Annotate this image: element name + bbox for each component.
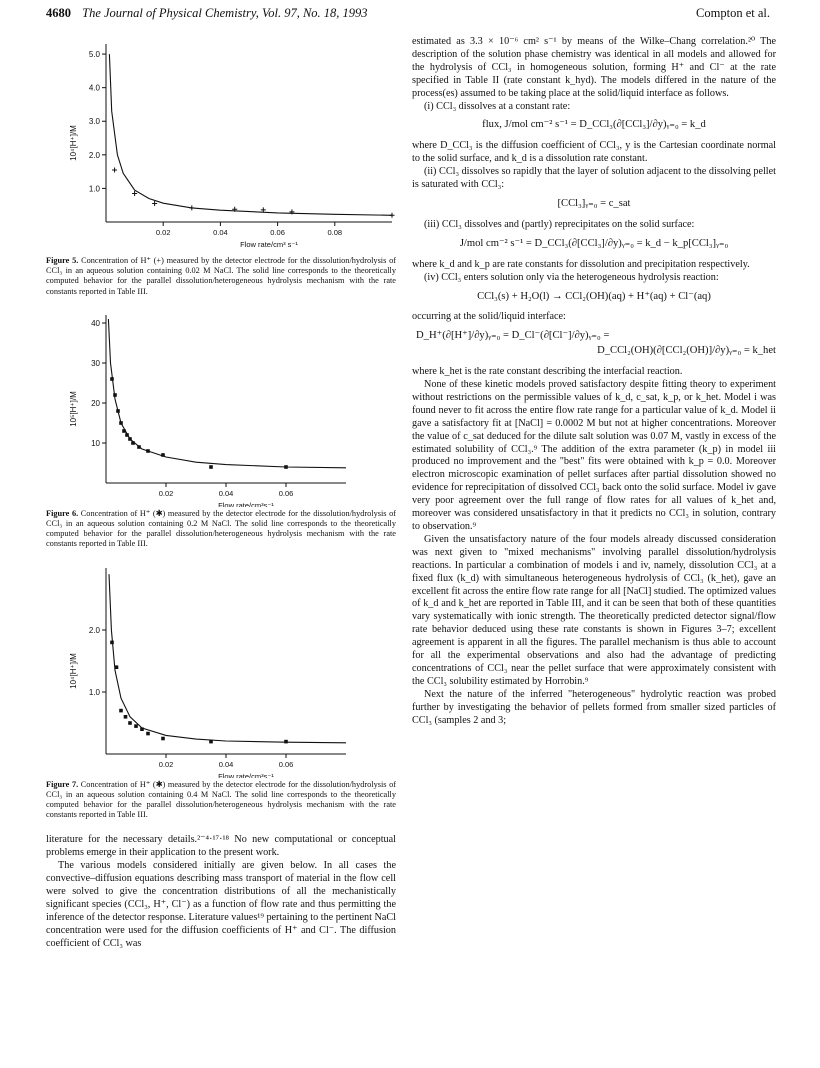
figure-5-text: Concentration of H⁺ (+) measured by the detector electrode for the dissolution/hydrolysis of CCl₃ in an aqueous solution containing 0.02 M NaCl. The solid line corresponds to the theoretically computed behavior for the parallel dissolution/heterogeneous hydrolysis mechanism with the rate constants reported in Table III. [46,256,396,296]
left-column [46,36,396,951]
fitted-curve [108,319,346,468]
figure-6-label: Figure 6. [46,508,79,518]
left-paragraph-2: The various models considered initially are given below. In all cases the convective–diffusion equations describing mass transport of material in the flow cell were solved to give the concentration distributions of all the mechanistically significant species (CCl₃, H⁺, Cl⁻) as a function of flow rate and thus permitting the inference of the detector response. Literature values¹⁹ pertaining to the pertinent NaCl concentration were used for the diffusion coefficients of H⁺ and Cl⁻. The diffusion coefficient of CCl₃ was [46,860,397,949]
data-point [110,640,114,644]
data-point [134,724,138,728]
model-iv-text: (iv) CCl₃ enters solution only via the heterogeneous hydrolysis reaction: [424,271,719,283]
figure-5-chart [46,36,396,254]
data-point [137,445,141,449]
figure-5-label: Figure 5. [46,256,79,265]
y-tick-label: 2.0 [88,150,100,160]
model-iii-text: (iii) CCl₃ dissolves and (partly) reprecipitates on the solid surface: [424,218,695,230]
y-tick-label: 3.0 [88,117,100,127]
figure-6-caption [46,509,396,550]
figure-7 [46,560,396,821]
right-paragraph-mixed: Given the unsatisfactory nature of the four models already discussed consideration was next given to "mixed mechanisms" involving parallel dissolution/hydrolysis reactions. In particular a combination of models i and iv, namely, dissolution CCl₃ at a fixed flux (k_d) with simultaneous heterogeneous hydrolysis of CCl₃ (k_het), gave an excellent fit across the entire flow rate range for all [NaCl] studied. The optimized values of k_d and k_het are reported in Table III, and it can be seen that both of these quantities vary systematically with ionic strength. The theoretically predicted detector signal/flow rate behavior deduced using these rate constants is shown in Figures 3–7; excellent agreement is apparent in all the figures. The parallel mechanism is thus able to account for all the experimental observations and also had the advantage of predicting concentrations of CCl₃ near the pellet surface that were approximately consistent with the CCl₃ solubility estimated by Horrobin.⁹ [412,533,776,687]
data-point [161,736,165,740]
y-tick-label: 5.0 [88,50,100,60]
data-point [116,409,120,413]
equation-interface-a: D_H⁺(∂[H⁺]/∂y)ᵧ₌₀ = D_Cl⁻(∂[Cl⁻]/∂y)ᵧ₌₀ = [416,330,610,342]
figure-5-caption [46,256,396,297]
data-point [131,441,135,445]
data-point [209,739,213,743]
data-point [119,421,123,425]
equation-hydrolysis: CCl₃(s) + H₂O(l) → CCl₂(OH)(aq) + H⁺(aq) + Cl⁻(aq) [477,290,711,302]
right-paragraph-1: estimated as 3.3 × 10⁻⁶ cm² s⁻¹ by means of the Wilke–Chang correlation.²⁰ The description of the solution phase chemistry was identical in all models and allowed for the hydrolysis of CCl₃ in homogeneous solution, forming H⁺ and Cl⁻ at the rate specified in Table II (rate constant k_hyd). The models differed in the nature of the process(es) assumed to be taking place at the solid/liquid interface as follows. [412,36,776,99]
data-point [112,167,117,172]
page-header [46,6,770,24]
model-iii-where: where k_d and k_p are rate constants for dissolution and precipitation respectively. [412,258,750,270]
figure-6-chart [46,307,396,507]
x-axis-label: Flow rate/cm³s⁻¹ [218,771,274,778]
data-point [122,429,126,433]
equation-interface-b: D_CCl₂(OH)(∂[CCl₂(OH)]/∂y)ᵧ₌₀ = k_het [597,345,776,357]
data-point [113,393,117,397]
fitted-curve [109,574,346,743]
x-tick-label: 0.06 [270,228,285,237]
equation-saturation: [CCl₃]ᵧ₌₀ = c_sat [557,197,631,209]
page-number: 4680 [46,6,71,20]
fitted-curve [109,54,392,215]
y-tick-label: 4.0 [88,83,100,93]
khet-where: where k_het is the rate constant describing the interfacial reaction. [412,366,683,378]
figure-6-text: Concentration of H⁺ (✱) measured by the detector electrode for the dissolution/hydrolysis of CCl₃ in an aqueous solution containing 0.2 M NaCl. The solid line corresponds to the theoretically computed behavior for the parallel dissolution/heterogeneous hydrolysis mechanism with the rate constants reported in Table III. [46,508,396,549]
data-point [161,453,165,457]
right-column [412,36,776,728]
y-tick-label: 10 [91,438,100,448]
figure-7-label: Figure 7. [46,779,79,789]
x-tick-label: 0.02 [158,488,174,498]
figure-7-chart [46,560,396,778]
running-authors: Compton et al. [696,6,770,20]
right-paragraph-models: None of these kinetic models proved satisfactory despite fitting theory to experiment without restrictions on the permissible values of k_d, c_sat, k_p, or k_het. Model i was found never to fit across the entire flow rate range for a particular value of k_d. Model ii gave a satisfactory fit at [NaCl] = 0.0002 M but not at higher concentrations. Moreover the value of c_sat deduced for the dilute salt solution was 0.07 M, vastly in excess of the estimated solubility of CCl₃.⁹ The addition of the extra parameter (k_p) in model iii produced no improvement and the "best" fits were obtained with k_p = 0.0. Moreover electron microscopic examination of pellet surfaces after partial dissolution showed no evidence for reprecipitation of dissolved CCl₃ back onto the solid surface. Model iv gave very poor agreement over the full range of flow rates for all values of k_het and, moreover was considered unsatisfactory in that it predicts no CCl₃ in solution, contrary to observation.⁹ [412,379,776,532]
data-point [128,437,132,441]
x-axis-label: Flow rate/cm³s⁻¹ [218,500,274,507]
data-point [146,731,150,735]
x-tick-label: 0.02 [158,759,174,769]
y-tick-label: 1.0 [88,687,100,697]
x-tick-label: 0.06 [278,488,294,498]
y-tick-label: 1.0 [88,184,100,194]
figure-5 [46,36,396,297]
left-body-text [46,834,396,950]
x-tick-label: 0.04 [213,228,228,237]
model-i-where: where D_CCl₃ is the diffusion coefficient of CCl₃, y is the Cartesian coordinate normal to the solid surface, and k_d is a dissolution rate constant. [412,140,776,165]
data-point [110,377,114,381]
data-point [140,727,144,731]
x-tick-label: 0.06 [278,759,294,769]
data-point [390,213,395,218]
data-point [189,205,194,210]
y-axis-label: 10⁴[H⁺]/M [69,125,78,161]
equation-flux: flux, J/mol cm⁻² s⁻¹ = D_CCl₃(∂[CCl₃]/∂y)ᵧ₌₀ = k_d [482,119,706,131]
x-axis-label: Flow rate/cm³ s⁻¹ [240,240,298,249]
figure-7-text: Concentration of H⁺ (✱) measured by the detector electrode for the dissolution/hydrolysis of CCl₃ in an aqueous solution containing 0.4 M NaCl. The solid line corresponds to the theoretically computed behavior for the parallel dissolution/heterogeneous hydrolysis mechanism with the rate constants reported in Table III. [46,779,396,820]
figure-6 [46,307,396,550]
y-axis-label: 10⁵[H⁺]/M [69,391,78,427]
model-ii-text: (ii) CCl₃ dissolves so rapidly that the layer of solution adjacent to the dissolving pellet is saturated with CCl₃: [412,166,776,191]
y-tick-label: 40 [91,318,100,328]
data-point [209,465,213,469]
journal-title: The Journal of Physical Chemistry, Vol. 97, No. 18, 1993 [82,6,368,20]
data-point [128,721,132,725]
x-tick-label: 0.02 [155,228,171,237]
left-paragraph-1: literature for the necessary details.²⁻⁴·¹⁷·¹⁸ No new computational or conceptual problems emerge in their application to the present work. [46,834,396,859]
model-i-text: (i) CCl₃ dissolves at a constant rate: [424,100,571,112]
data-point [146,449,150,453]
data-point [115,665,119,669]
x-tick-label: 0.04 [218,759,234,769]
data-point [284,465,288,469]
y-tick-label: 2.0 [88,625,100,635]
equation-precipitation: J/mol cm⁻² s⁻¹ = D_CCl₃(∂[CCl₃]/∂y)ᵧ₌₀ = k_d − k_p[CCl₃]ᵧ₌₀ [459,237,729,249]
x-tick-label: 0.08 [327,228,343,237]
figure-7-caption [46,780,396,821]
data-point [124,715,128,719]
interface-text: occurring at the solid/liquid interface: [412,311,566,323]
data-point [125,433,129,437]
y-tick-label: 20 [91,398,100,408]
right-paragraph-next: Next the nature of the inferred "heterogeneous" hydrolytic reaction was probed further by investigating the behavior of pellets formed from smaller sized particles of CCl₃ (samples 2 and 3; [412,688,776,726]
data-point [284,739,288,743]
data-point [119,708,123,712]
y-tick-label: 30 [91,358,100,368]
y-axis-label: 10⁴[H⁺]/M [69,652,78,689]
x-tick-label: 0.04 [218,488,234,498]
data-point [152,201,157,206]
